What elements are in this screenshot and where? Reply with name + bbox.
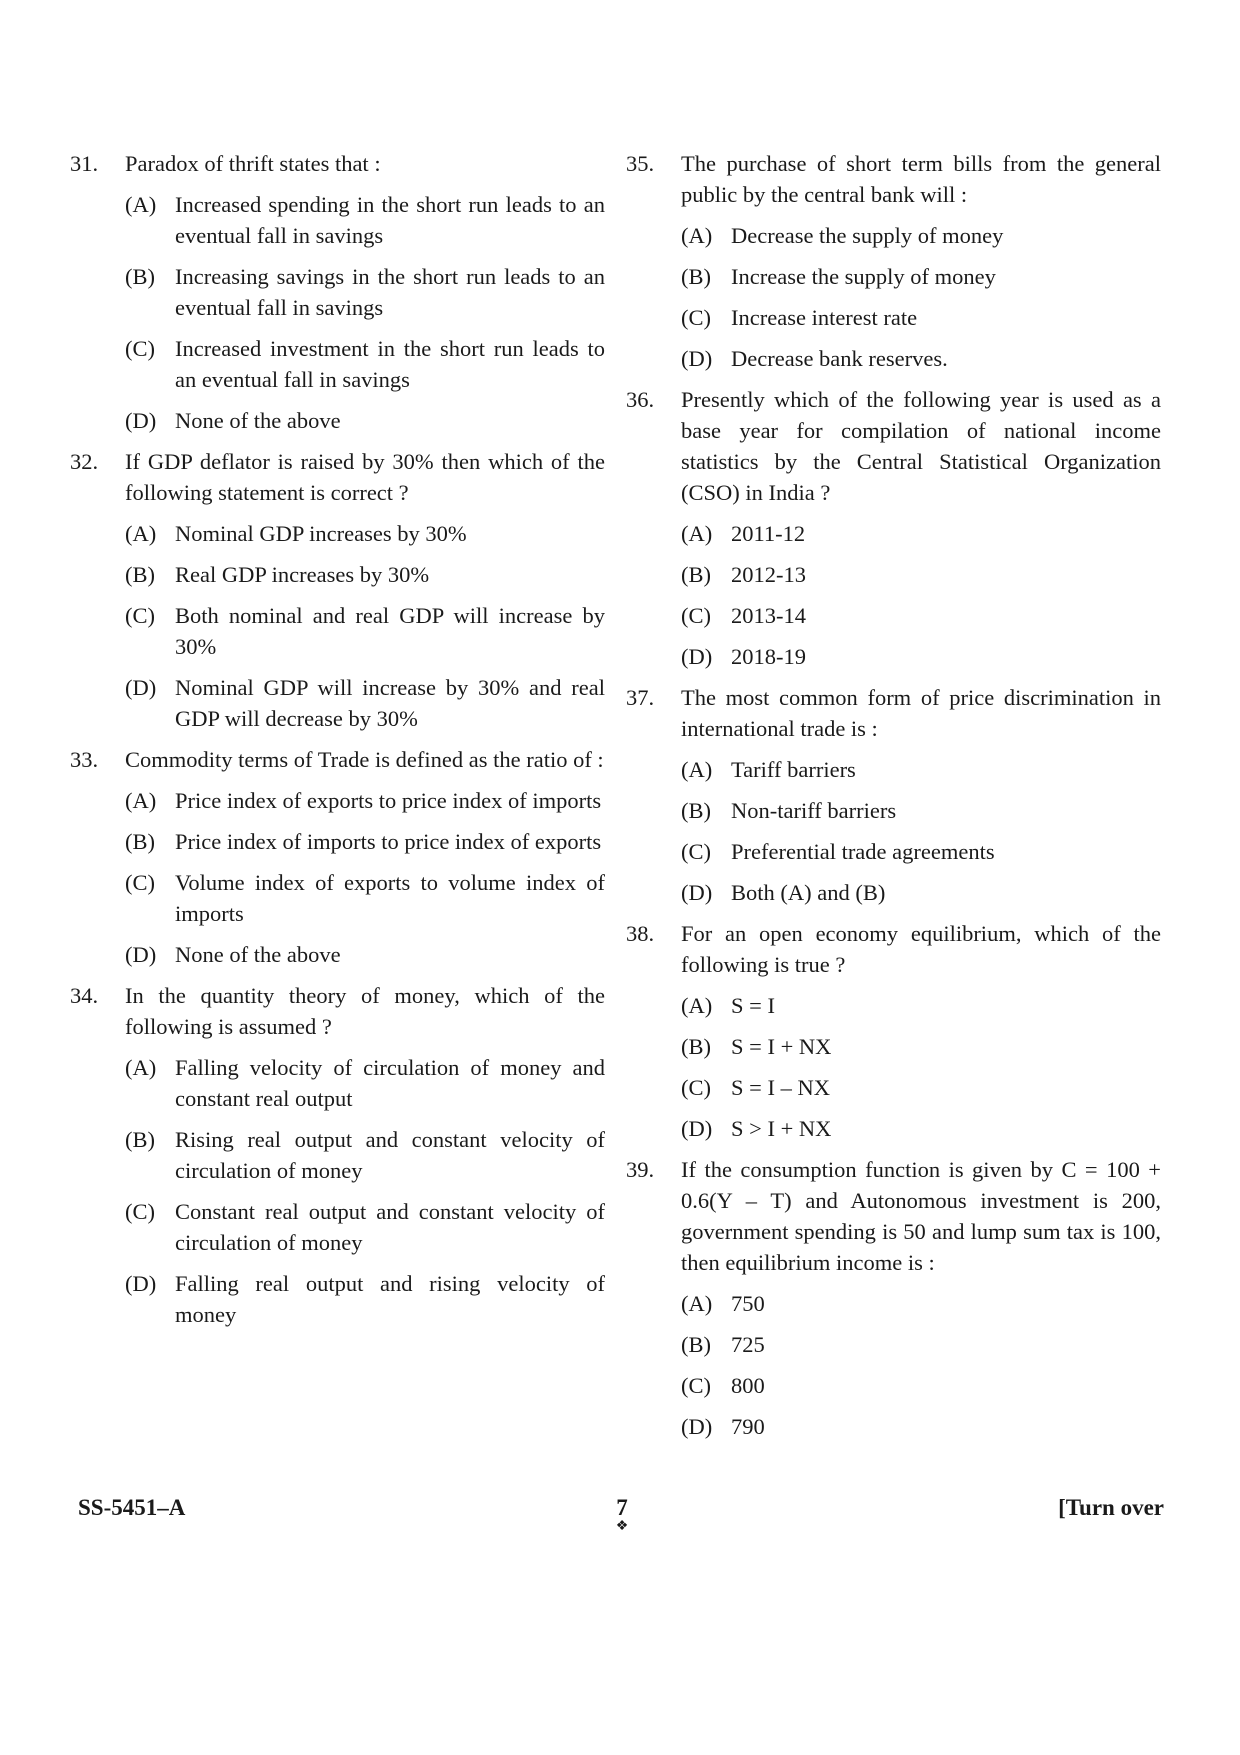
option-label: (B) bbox=[125, 264, 155, 289]
question-number: 39. bbox=[626, 1157, 655, 1182]
option-text: 800 bbox=[731, 1373, 765, 1398]
option bbox=[681, 343, 1161, 374]
left-column bbox=[70, 148, 605, 1340]
option-text: None of the above bbox=[175, 942, 341, 967]
right-column bbox=[626, 148, 1161, 1452]
option bbox=[681, 1329, 1161, 1360]
option bbox=[681, 302, 1161, 333]
option-label: (B) bbox=[681, 798, 711, 823]
option-text: Preferential trade agreements bbox=[731, 839, 995, 864]
option-label: (A) bbox=[125, 192, 157, 217]
option bbox=[681, 559, 1161, 590]
option-text: 790 bbox=[731, 1414, 765, 1439]
option bbox=[681, 518, 1161, 549]
question-number: 38. bbox=[626, 921, 655, 946]
question-text: If GDP deflator is raised by 30% then which of the following statement is correct ? bbox=[125, 449, 605, 505]
option bbox=[681, 261, 1161, 292]
question-number: 35. bbox=[626, 151, 655, 176]
option bbox=[125, 672, 605, 734]
question-text: Paradox of thrift states that : bbox=[125, 151, 381, 176]
option-label: (C) bbox=[681, 1075, 711, 1100]
option-text: Falling real output and rising velocity of money bbox=[175, 1271, 605, 1327]
question-38 bbox=[626, 918, 1161, 1144]
question-36 bbox=[626, 384, 1161, 672]
option-label: (A) bbox=[681, 1291, 713, 1316]
question-number: 31. bbox=[70, 151, 99, 176]
option-label: (C) bbox=[125, 603, 155, 628]
option bbox=[681, 990, 1161, 1021]
option-label: (C) bbox=[125, 336, 155, 361]
question-number: 32. bbox=[70, 449, 99, 474]
option bbox=[125, 600, 605, 662]
option-label: (A) bbox=[125, 1055, 157, 1080]
question-text: For an open economy equilibrium, which of the following is true ? bbox=[681, 921, 1161, 977]
option bbox=[125, 1124, 605, 1186]
option-label: (B) bbox=[681, 1332, 711, 1357]
option-label: (C) bbox=[681, 1373, 711, 1398]
paper-code: SS-5451–A bbox=[78, 1495, 186, 1520]
option-text: Tariff barriers bbox=[731, 757, 856, 782]
option-label: (A) bbox=[681, 993, 713, 1018]
option bbox=[681, 836, 1161, 867]
option-text: Both nominal and real GDP will increase by 30% bbox=[175, 603, 605, 659]
option-text: Nominal GDP will increase by 30% and real GDP will decrease by 30% bbox=[175, 675, 605, 731]
question-text: Presently which of the following year is used as a base year for compilation of national income statistics by the Central Statistical Organization (CSO) in India ? bbox=[681, 387, 1161, 505]
option-text: Decrease the supply of money bbox=[731, 223, 1004, 248]
option-label: (C) bbox=[681, 839, 711, 864]
option bbox=[125, 261, 605, 323]
option bbox=[681, 877, 1161, 908]
option-label: (A) bbox=[681, 223, 713, 248]
option-text: 750 bbox=[731, 1291, 765, 1316]
option-label: (B) bbox=[125, 562, 155, 587]
option bbox=[681, 641, 1161, 672]
option-label: (D) bbox=[681, 880, 713, 905]
question-number: 34. bbox=[70, 983, 99, 1008]
option-label: (C) bbox=[125, 870, 155, 895]
option-text: Increased spending in the short run leads to an eventual fall in savings bbox=[175, 192, 605, 248]
option bbox=[125, 867, 605, 929]
option bbox=[681, 1113, 1161, 1144]
option bbox=[125, 559, 605, 590]
option-label: (D) bbox=[125, 942, 157, 967]
option-text: Constant real output and constant velocity of circulation of money bbox=[175, 1199, 605, 1255]
option-text: 2013-14 bbox=[731, 603, 806, 628]
option-text: Falling velocity of circulation of money and constant real output bbox=[175, 1055, 605, 1111]
option-label: (A) bbox=[125, 788, 157, 813]
question-34 bbox=[70, 980, 605, 1330]
option-label: (A) bbox=[125, 521, 157, 546]
option-text: Increased investment in the short run leads to an eventual fall in savings bbox=[175, 336, 605, 392]
option bbox=[681, 1411, 1161, 1442]
option bbox=[681, 1370, 1161, 1401]
page-number: 7 bbox=[616, 1495, 628, 1520]
option-label: (D) bbox=[681, 644, 713, 669]
option-text: Rising real output and constant velocity of circulation of money bbox=[175, 1127, 605, 1183]
question-32 bbox=[70, 446, 605, 734]
question-number: 37. bbox=[626, 685, 655, 710]
option bbox=[681, 795, 1161, 826]
option bbox=[681, 600, 1161, 631]
question-number: 36. bbox=[626, 387, 655, 412]
question-text: The purchase of short term bills from the general public by the central bank will : bbox=[681, 151, 1161, 207]
option bbox=[125, 189, 605, 251]
option-text: 2011-12 bbox=[731, 521, 806, 546]
question-text: In the quantity theory of money, which of the following is assumed ? bbox=[125, 983, 605, 1039]
option bbox=[681, 1031, 1161, 1062]
option-text: S = I + NX bbox=[731, 1034, 832, 1059]
turn-over-label: [Turn over bbox=[1058, 1495, 1164, 1520]
option-label: (C) bbox=[125, 1199, 155, 1224]
question-39 bbox=[626, 1154, 1161, 1442]
option bbox=[681, 1288, 1161, 1319]
question-number: 33. bbox=[70, 747, 99, 772]
option-text: None of the above bbox=[175, 408, 341, 433]
ornament-icon: ❖ bbox=[615, 1519, 629, 1534]
option-text: Real GDP increases by 30% bbox=[175, 562, 430, 587]
option-text: Increasing savings in the short run leads to an eventual fall in savings bbox=[175, 264, 605, 320]
option-label: (B) bbox=[125, 1127, 155, 1152]
option-text: Decrease bank reserves. bbox=[731, 346, 948, 371]
option-label: (D) bbox=[125, 1271, 157, 1296]
option-text: S = I – NX bbox=[731, 1075, 830, 1100]
option bbox=[125, 1052, 605, 1114]
option-text: 2018-19 bbox=[731, 644, 806, 669]
option-label: (D) bbox=[125, 408, 157, 433]
option bbox=[125, 939, 605, 970]
option-label: (C) bbox=[681, 305, 711, 330]
question-text: If the consumption function is given by C = 100 + 0.6(Y – T) and Autonomous investment is 200, government spending is 50 and lump sum tax is 100, then equilibrium income is : bbox=[681, 1157, 1161, 1275]
option bbox=[125, 405, 605, 436]
option-label: (B) bbox=[681, 264, 711, 289]
option-label: (D) bbox=[681, 1116, 713, 1141]
option bbox=[681, 754, 1161, 785]
option-label: (A) bbox=[681, 521, 713, 546]
question-35 bbox=[626, 148, 1161, 374]
question-33 bbox=[70, 744, 605, 970]
option-text: Both (A) and (B) bbox=[731, 880, 886, 905]
option-label: (A) bbox=[681, 757, 713, 782]
option-label: (D) bbox=[681, 346, 713, 371]
option-text: S > I + NX bbox=[731, 1116, 832, 1141]
question-37 bbox=[626, 682, 1161, 908]
option bbox=[125, 518, 605, 549]
option-text: Price index of imports to price index of exports bbox=[175, 829, 602, 854]
option bbox=[681, 220, 1161, 251]
question-text: Commodity terms of Trade is defined as the ratio of : bbox=[125, 747, 604, 772]
option bbox=[125, 785, 605, 816]
option-text: Volume index of exports to volume index of imports bbox=[175, 870, 605, 926]
option-text: 725 bbox=[731, 1332, 765, 1357]
option-label: (C) bbox=[681, 603, 711, 628]
option-label: (B) bbox=[681, 562, 711, 587]
option-label: (D) bbox=[681, 1414, 713, 1439]
option-text: Nominal GDP increases by 30% bbox=[175, 521, 467, 546]
option-text: 2012-13 bbox=[731, 562, 806, 587]
option-label: (D) bbox=[125, 675, 157, 700]
question-text: The most common form of price discrimination in international trade is : bbox=[681, 685, 1161, 741]
option bbox=[125, 333, 605, 395]
option bbox=[125, 1196, 605, 1258]
option bbox=[125, 1268, 605, 1330]
option-label: (B) bbox=[125, 829, 155, 854]
option-text: Increase interest rate bbox=[731, 305, 918, 330]
option-text: S = I bbox=[731, 993, 775, 1018]
option-text: Price index of exports to price index of imports bbox=[175, 788, 602, 813]
option-label: (B) bbox=[681, 1034, 711, 1059]
question-31 bbox=[70, 148, 605, 436]
option-text: Non-tariff barriers bbox=[731, 798, 897, 823]
option bbox=[125, 826, 605, 857]
option bbox=[681, 1072, 1161, 1103]
option-text: Increase the supply of money bbox=[731, 264, 996, 289]
